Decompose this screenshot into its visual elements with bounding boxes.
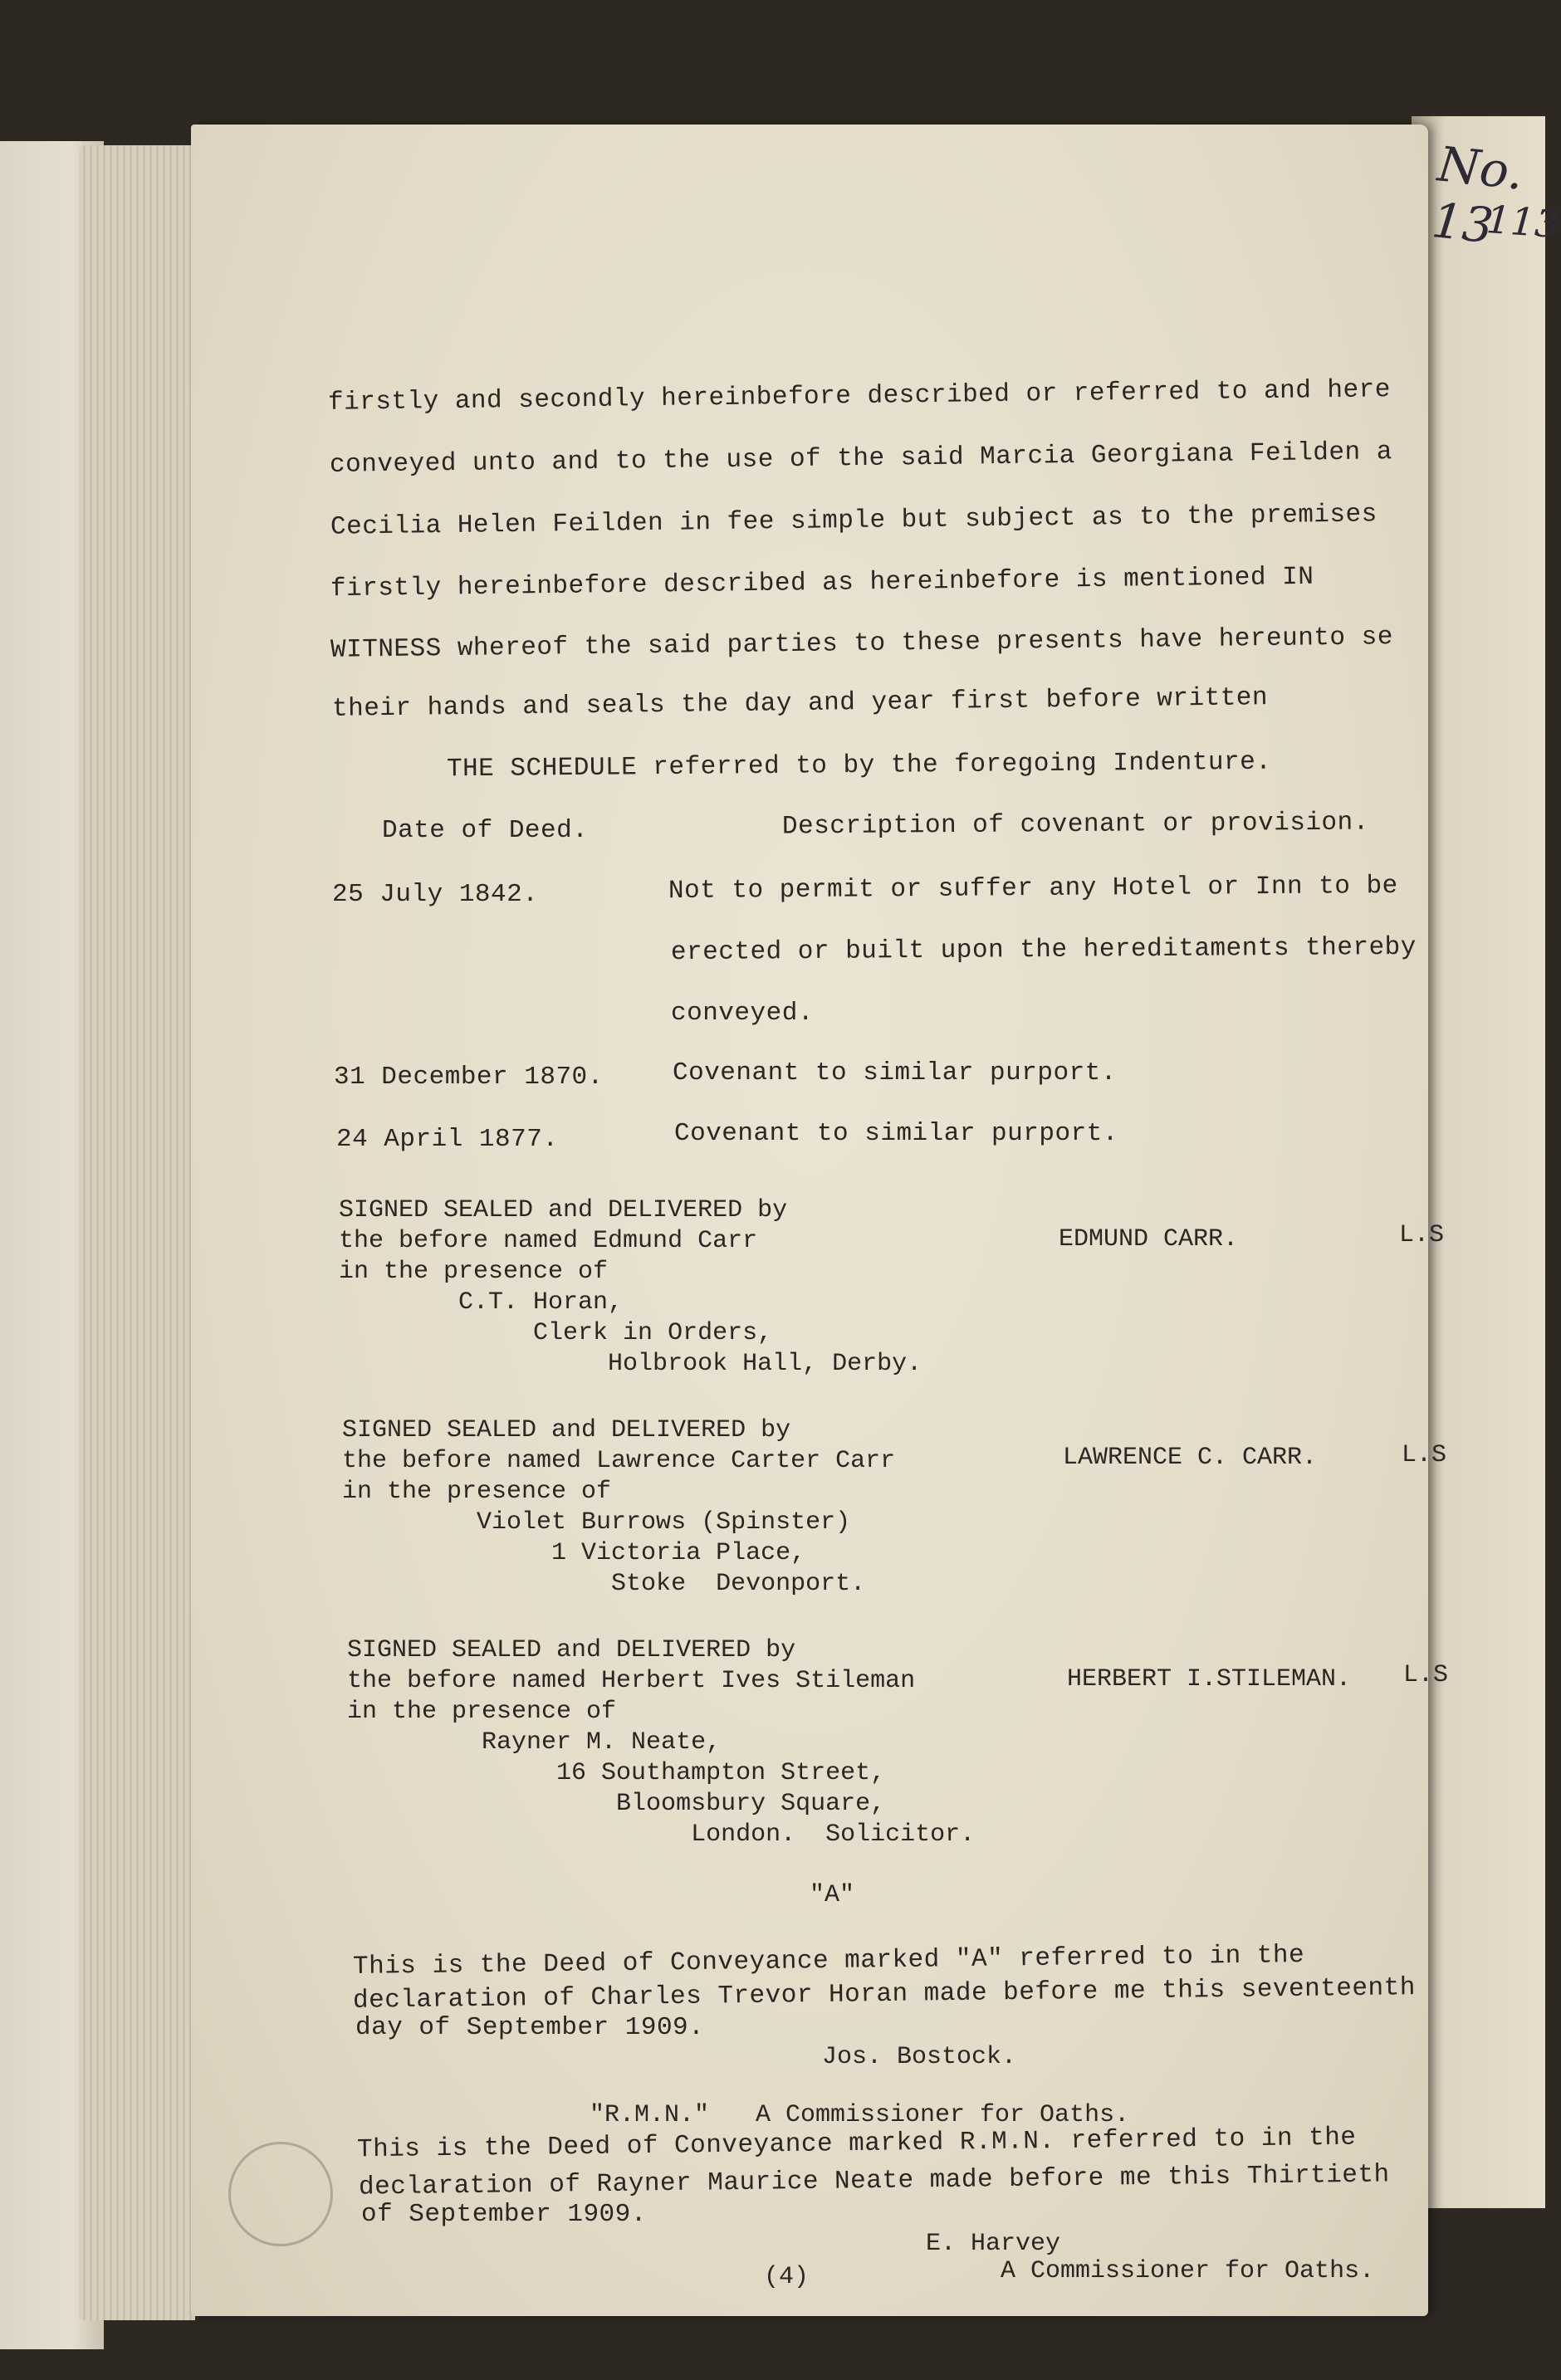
embossed-stamp bbox=[228, 2142, 333, 2246]
signature-line: in the presence of bbox=[342, 1478, 612, 1506]
body-line: their hands and seals the day and year first before written bbox=[331, 683, 1269, 724]
exhibit-line: of September 1909. bbox=[361, 2200, 647, 2229]
body-line: conveyed unto and to the use of the said Marcia Georgiana Feilden a bbox=[329, 437, 1393, 480]
margin-note-number: No. 13 bbox=[1429, 135, 1527, 255]
schedule-row-desc: conveyed. bbox=[671, 999, 814, 1028]
exhibit-mark: "R.M.N." bbox=[590, 2101, 710, 2129]
signature-line: SIGNED SEALED and DELIVERED by bbox=[342, 1416, 791, 1444]
commissioner-title: A Commissioner for Oaths. bbox=[1001, 2257, 1375, 2285]
signer-name: LAWRENCE C. CARR. bbox=[1063, 1444, 1318, 1472]
schedule-col-date: Date of Deed. bbox=[382, 816, 589, 845]
page-stack bbox=[79, 145, 195, 2320]
schedule-row-desc: Covenant to similar purport. bbox=[674, 1119, 1118, 1148]
exhibit-line: declaration of Charles Trevor Horan made before me this seventeenth bbox=[352, 1973, 1417, 2016]
schedule-col-desc: Description of covenant or provision. bbox=[781, 808, 1369, 842]
margin-note-folio: 113 bbox=[1485, 197, 1561, 247]
body-line: firstly hereinbefore described as hereinbefore is mentioned IN bbox=[330, 562, 1314, 604]
body-line: WITNESS whereof the said parties to these presents have hereunto se bbox=[330, 623, 1394, 665]
schedule-row-date: 24 April 1877. bbox=[336, 1125, 559, 1154]
schedule-row-date: 25 July 1842. bbox=[332, 880, 539, 909]
body-line: firstly and secondly hereinbefore described or referred to and here bbox=[327, 375, 1392, 418]
right-page-edge bbox=[1412, 116, 1545, 2208]
signature-line: Stoke Devonport. bbox=[342, 1570, 866, 1598]
body-line: Cecilia Helen Feilden in fee simple but subject as to the premises bbox=[330, 500, 1377, 542]
signature-line: the before named Edmund Carr bbox=[339, 1227, 758, 1255]
signature-line: the before named Herbert Ives Stileman bbox=[347, 1667, 916, 1695]
schedule-row-desc: Not to permit or suffer any Hotel or Inn to be bbox=[668, 871, 1398, 907]
commissioner-signature: Jos. Bostock. bbox=[822, 2043, 1017, 2071]
schedule-row-desc: erected or built upon the hereditaments thereby bbox=[670, 932, 1417, 968]
schedule-row-date: 31 December 1870. bbox=[334, 1063, 604, 1092]
commissioner-title: A Commissioner for Oaths. bbox=[756, 2101, 1130, 2129]
exhibit-line: This is the Deed of Conveyance marked R.M.N. referred to in the bbox=[356, 2123, 1357, 2165]
signature-line: 16 Southampton Street, bbox=[347, 1759, 886, 1787]
schedule-title: THE SCHEDULE referred to by the foregoing Indenture. bbox=[446, 747, 1272, 784]
schedule-row-desc: Covenant to similar purport. bbox=[673, 1058, 1117, 1087]
exhibit-line: day of September 1909. bbox=[355, 2013, 705, 2042]
signer-name: EDMUND CARR. bbox=[1059, 1225, 1239, 1254]
signature-line: Violet Burrows (Spinster) bbox=[342, 1508, 851, 1537]
seal-mark: L.S bbox=[1403, 1661, 1449, 1689]
signature-line: the before named Lawrence Carter Carr bbox=[342, 1447, 896, 1475]
signature-line: Bloomsbury Square, bbox=[347, 1790, 886, 1818]
seal-mark: L.S bbox=[1399, 1221, 1445, 1249]
signature-line: SIGNED SEALED and DELIVERED by bbox=[339, 1196, 788, 1224]
signature-line: C.T. Horan, bbox=[339, 1288, 624, 1317]
exhibit-line: This is the Deed of Conveyance marked "A" referred to in the bbox=[352, 1940, 1305, 1982]
document-page bbox=[191, 125, 1449, 2316]
signature-line: SIGNED SEALED and DELIVERED by bbox=[347, 1636, 796, 1664]
exhibit-line: declaration of Rayner Maurice Neate made before me this Thirtieth bbox=[358, 2160, 1390, 2202]
signature-line: London. Solicitor. bbox=[347, 1820, 976, 1849]
signature-line: 1 Victoria Place, bbox=[342, 1539, 806, 1567]
signature-line: in the presence of bbox=[339, 1258, 609, 1286]
signature-line: in the presence of bbox=[347, 1698, 617, 1726]
page-number: (4) bbox=[764, 2263, 810, 2291]
commissioner-signature: E. Harvey bbox=[926, 2230, 1061, 2258]
signature-line: Clerk in Orders, bbox=[339, 1319, 773, 1347]
seal-mark: L.S bbox=[1402, 1441, 1447, 1469]
signature-line: Rayner M. Neate, bbox=[347, 1728, 722, 1757]
signer-name: HERBERT I.STILEMAN. bbox=[1067, 1665, 1352, 1693]
signature-line: Holbrook Hall, Derby. bbox=[339, 1350, 922, 1378]
exhibit-mark: "A" bbox=[810, 1881, 855, 1909]
